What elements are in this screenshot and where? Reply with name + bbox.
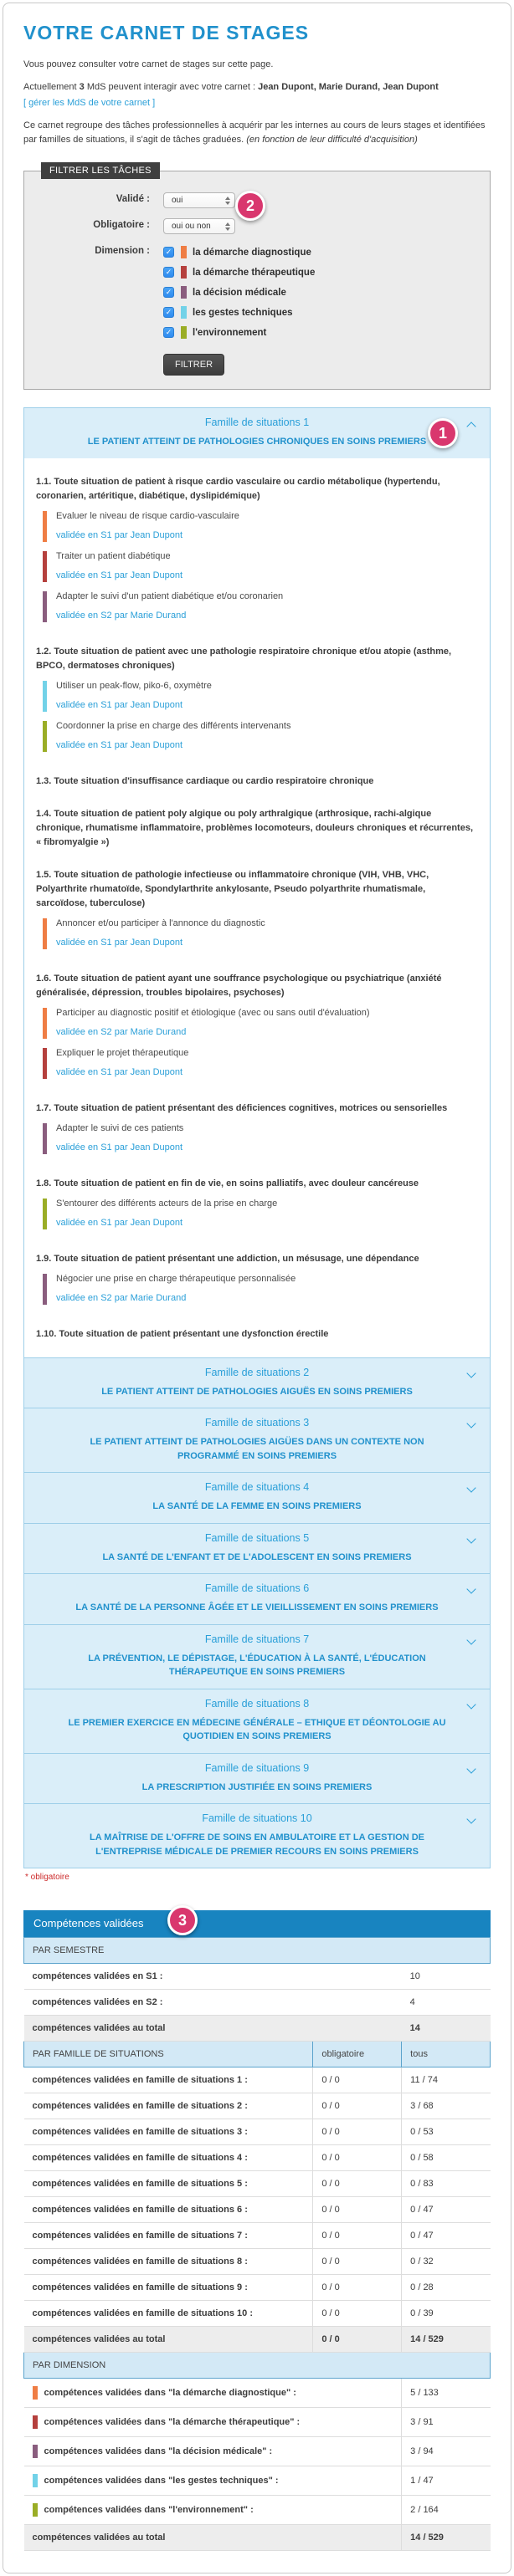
situation-title: 1.10. Toute situation de patient présentant une dysfonction érectile — [36, 1329, 329, 1340]
filter-fieldset — [23, 162, 491, 390]
intro-mds-line — [23, 80, 491, 95]
task-label: Adapter le suivi de ces patients — [56, 1123, 184, 1134]
famille-number: Famille de situations 10 — [202, 1812, 312, 1825]
famille-title: LA PRÉVENTION, LE DÉPISTAGE, L'ÉDUCATION À LA SANTÉ, L'ÉDUCATION THÉRAPEUTIQUE EN SOINS PREMIERS — [88, 1653, 426, 1678]
task-dimension-bar — [43, 1008, 47, 1039]
dimension-color-swatch — [33, 2415, 38, 2429]
checkbox-checked-icon[interactable]: ✓ — [163, 247, 174, 258]
intro-line1: Vous pouvez consulter votre carnet de stages sur cette page. — [23, 59, 274, 69]
task-dimension-bar — [43, 918, 47, 949]
dimension-color-swatch — [33, 2503, 38, 2517]
dimension-label: Dimension : — [95, 246, 150, 257]
page-title: VOTRE CARNET DE STAGES — [23, 22, 310, 43]
intro-description — [23, 119, 491, 147]
dimension-option-label: les gestes techniques — [193, 307, 293, 318]
task-label: Evaluer le niveau de risque cardio-vasculaire — [56, 510, 239, 521]
famille-panel — [23, 1408, 491, 1473]
famille-header[interactable] — [24, 1754, 490, 1804]
row-obligatoire-value: 0 / 0 — [313, 2249, 402, 2275]
task-validation-link[interactable]: validée en S2 par Marie Durand — [56, 1293, 187, 1304]
task-text — [56, 721, 290, 752]
row-obligatoire-value: 0 / 0 — [313, 2223, 402, 2249]
chevron-down-icon[interactable] — [466, 1635, 475, 1644]
checkbox-checked-icon[interactable]: ✓ — [163, 287, 174, 298]
row-obligatoire-value: 0 / 0 — [313, 2301, 402, 2327]
famille-title: LA PRESCRIPTION JUSTIFIÉE EN SOINS PREMIERS — [141, 1781, 373, 1792]
famille-number: Famille de situations 7 — [204, 1633, 310, 1645]
situation-title: 1.3. Toute situation d'insuffisance cardiaque ou cardio respiratoire chronique — [36, 775, 374, 786]
task-label: Traiter un patient diabétique — [56, 550, 171, 561]
dimension-color-swatch — [181, 326, 187, 339]
dimension-option[interactable] — [163, 246, 315, 258]
dimension-color-swatch — [181, 246, 187, 258]
description-italic: (en fonction de leur difficulté d'acquisition) — [246, 135, 418, 146]
situation-section — [24, 1239, 490, 1305]
table-row — [24, 2249, 491, 2275]
row-label: compétences validées en famille de situations 10 : — [24, 2301, 313, 2327]
famille-panel — [23, 1523, 491, 1575]
row-label: compétences validées en famille de situations 6 : — [24, 2197, 313, 2223]
subheader-label: PAR SEMESTRE — [24, 1938, 491, 1964]
famille-panel — [23, 1624, 491, 1689]
table-row — [24, 2197, 491, 2223]
famille-panel — [23, 1803, 491, 1868]
row-obligatoire-value: 0 / 0 — [313, 2119, 402, 2145]
famille-header[interactable] — [24, 1804, 490, 1868]
task-item — [43, 591, 478, 622]
row-tous-value: 5 / 133 — [402, 2379, 491, 2408]
famille-title: LA MAÎTRISE DE L'OFFRE DE SOINS EN AMBULATOIRE ET LA GESTION DE L'ENTREPRISE MÉDICALE DE PREMIER RECOURS EN SOINS PREMIERS — [89, 1832, 425, 1857]
task-text — [56, 1199, 277, 1229]
page-card — [3, 3, 511, 2573]
table-row — [24, 2379, 491, 2408]
row-tous-value: 0 / 83 — [402, 2171, 491, 2197]
annotation-badge-2: 2 — [235, 191, 265, 221]
task-validation-link[interactable]: validée en S1 par Jean Dupont — [56, 529, 183, 540]
row-label: compétences validées en famille de situations 5 : — [24, 2171, 313, 2197]
task-text — [56, 551, 182, 582]
table-row — [24, 1964, 491, 1990]
famille-header[interactable] — [24, 1625, 490, 1689]
situation-section — [24, 761, 490, 789]
situation-section — [24, 1163, 490, 1229]
intro-mid: MdS peuvent interagir avec votre carnet : — [86, 82, 256, 93]
table-subheader-semestre — [24, 1938, 491, 1964]
dimension-row-label — [33, 2503, 393, 2517]
obligatoire-select-value: oui ou non — [172, 222, 211, 232]
famille-header[interactable] — [24, 1408, 490, 1472]
dimension-option[interactable] — [163, 306, 315, 319]
dimension-option[interactable] — [163, 266, 315, 279]
dimension-option[interactable] — [163, 326, 315, 339]
row-tous-value: 3 / 91 — [402, 2408, 491, 2437]
dimension-option[interactable] — [163, 286, 315, 299]
famille-panel — [23, 1573, 491, 1625]
task-dimension-bar — [43, 1274, 47, 1305]
task-item — [43, 918, 478, 949]
famille-number: Famille de situations 3 — [204, 1417, 310, 1429]
task-text — [56, 918, 265, 949]
total-obligatoire-value: 0 / 0 — [313, 2327, 402, 2353]
dimension-color-swatch — [181, 266, 187, 279]
task-text — [56, 1048, 188, 1079]
row-label: compétences validées en famille de situations 1 : — [24, 2067, 313, 2093]
famille-panel — [23, 407, 491, 1357]
row-label: compétences validées en famille de situations 2 : — [24, 2093, 313, 2119]
famille-title: LA SANTÉ DE L'ENFANT ET DE L'ADOLESCENT EN SOINS PREMIERS — [102, 1551, 412, 1562]
subheader-label: PAR FAMILLE DE SITUATIONS — [24, 2042, 313, 2067]
table-row — [24, 1990, 491, 2016]
chevron-down-icon[interactable] — [466, 1584, 475, 1593]
task-text — [56, 681, 212, 712]
row-tous-value: 3 / 68 — [402, 2093, 491, 2119]
row-label-text: compétences validées dans "la démarche thérapeutique" : — [44, 2417, 301, 2428]
table-subheader-famille — [24, 2042, 491, 2067]
task-dimension-bar — [43, 591, 47, 622]
dimension-color-swatch — [33, 2445, 38, 2458]
total-label: compétences validées au total — [24, 2016, 402, 2042]
task-validation-link[interactable]: validée en S1 par Jean Dupont — [56, 938, 183, 948]
situation-section — [24, 1088, 490, 1154]
row-value: 10 — [402, 1964, 491, 1990]
dimension-option-label: l'environnement — [193, 327, 267, 338]
table-row — [24, 2119, 491, 2145]
row-label: compétences validées en famille de situations 7 : — [24, 2223, 313, 2249]
famille-panel — [23, 1689, 491, 1754]
row-label — [24, 2437, 402, 2466]
famille-panel — [23, 1357, 491, 1409]
famille-number: Famille de situations 5 — [204, 1531, 310, 1544]
row-tous-value: 0 / 39 — [402, 2301, 491, 2327]
situation-title: 1.2. Toute situation de patient avec une pathologie respiratoire chronique et/ou atopie (asthme, BPCO, dermatoses chroniques) — [36, 646, 452, 671]
table-row — [24, 2275, 491, 2301]
dimension-option-label: la démarche diagnostique — [193, 247, 311, 258]
task-dimension-bar — [43, 1123, 47, 1154]
situation-title: 1.7. Toute situation de patient présentant des déficiences cognitives, motrices ou sensorielles — [36, 1103, 448, 1114]
task-item — [43, 551, 478, 582]
row-value: 4 — [402, 1990, 491, 2016]
row-obligatoire-value: 0 / 0 — [313, 2067, 402, 2093]
situation-title: 1.5. Toute situation de pathologie infectieuse ou inflammatoire chronique (VIH, VHB, VHC, Polyarthrite rhumatoïde, Spondylarthrite ankylosante, Pseudo polyarthrite rhumatismale, sarcoïdose, tuberculose) — [36, 870, 429, 909]
row-label: compétences validées en S1 : — [24, 1964, 402, 1990]
table-row — [24, 2067, 491, 2093]
task-text — [56, 591, 283, 622]
task-label: Annoncer et/ou participer à l'annonce du diagnostic — [56, 918, 265, 929]
famille-header[interactable] — [24, 1358, 490, 1408]
task-item — [43, 681, 478, 712]
task-validation-link[interactable]: validée en S1 par Jean Dupont — [56, 699, 183, 710]
row-tous-value: 0 / 32 — [402, 2249, 491, 2275]
famille-number: Famille de situations 6 — [204, 1582, 310, 1595]
row-label-text: compétences validées dans "l'environnement" : — [44, 2505, 254, 2516]
total-tous-value: 14 / 529 — [402, 2525, 491, 2551]
famille-title: LE PATIENT ATTEINT DE PATHOLOGIES CHRONIQUES EN SOINS PREMIERS — [87, 437, 427, 447]
obligatoire-label: Obligatoire : — [93, 220, 150, 231]
row-label-text: compétences validées dans "la démarche diagnostique" : — [44, 2388, 296, 2399]
famille-panel — [23, 1472, 491, 1524]
row-label: compétences validées en famille de situations 4 : — [24, 2145, 313, 2171]
chevron-down-icon[interactable] — [466, 1814, 475, 1823]
table-row — [24, 2408, 491, 2437]
dimension-color-swatch — [181, 306, 187, 319]
obligatoire-select[interactable] — [163, 218, 235, 234]
row-label-text: compétences validées dans "les gestes techniques" : — [44, 2476, 279, 2487]
annotation-badge-1: 1 — [428, 418, 458, 448]
row-label: compétences validées en famille de situations 8 : — [24, 2249, 313, 2275]
task-item — [43, 511, 478, 542]
famille-title: LE PREMIER EXERCICE EN MÉDECINE GÉNÉRALE – ETHIQUE ET DÉONTOLOGIE AU QUOTIDIEN EN SOINS PREMIERS — [68, 1717, 446, 1742]
annotation-badge-3: 3 — [167, 1905, 198, 1935]
row-obligatoire-value: 0 / 0 — [313, 2197, 402, 2223]
task-validation-link[interactable]: validée en S1 par Jean Dupont — [56, 739, 183, 750]
total-label: compétences validées au total — [24, 2327, 313, 2353]
situation-title: 1.9. Toute situation de patient présentant une addiction, un mésusage, une dépendance — [36, 1254, 419, 1265]
row-tous-value: 0 / 58 — [402, 2145, 491, 2171]
manage-mds-link[interactable]: [ gérer les MdS de votre carnet ] — [23, 98, 156, 109]
checkbox-checked-icon[interactable]: ✓ — [163, 307, 174, 318]
row-label: compétences validées en famille de situations 3 : — [24, 2119, 313, 2145]
situation-title: 1.8. Toute situation de patient en fin de vie, en soins palliatifs, avec douleur cancéreuse — [36, 1178, 419, 1189]
familles-list — [23, 407, 491, 1868]
famille-title: LA SANTÉ DE LA PERSONNE ÂGÉE ET LE VIEILLISSEMENT EN SOINS PREMIERS — [75, 1602, 439, 1613]
total-tous-value: 14 / 529 — [402, 2327, 491, 2353]
valide-label: Validé : — [116, 194, 150, 205]
famille-body — [24, 458, 490, 1357]
table-row — [24, 2496, 491, 2525]
famille-header[interactable] — [24, 1689, 490, 1753]
table-row — [24, 2171, 491, 2197]
task-item — [43, 1008, 478, 1039]
total-value: 14 — [402, 2016, 491, 2042]
famille-header[interactable] — [24, 1574, 490, 1624]
row-tous-value: 11 / 74 — [402, 2067, 491, 2093]
task-dimension-bar — [43, 1199, 47, 1229]
row-label — [24, 2408, 402, 2437]
table-subheader-dimension — [24, 2353, 491, 2379]
task-item — [43, 1199, 478, 1229]
table-row — [24, 2466, 491, 2496]
situation-section — [24, 631, 490, 752]
dimension-color-swatch — [33, 2474, 38, 2487]
row-label: compétences validées en famille de situations 9 : — [24, 2275, 313, 2301]
task-text — [56, 511, 239, 542]
famille-header[interactable] — [24, 1473, 490, 1523]
row-tous-value: 0 / 47 — [402, 2197, 491, 2223]
table-total-row — [24, 2525, 491, 2551]
dimension-color-swatch — [33, 2386, 38, 2400]
task-dimension-bar — [43, 681, 47, 712]
task-label: Participer au diagnostic positif et étiologique (avec ou sans outil d'évaluation) — [56, 1008, 370, 1019]
valide-select[interactable] — [163, 192, 235, 208]
table-row — [24, 2437, 491, 2466]
task-label: Coordonner la prise en charge des différents intervenants — [56, 720, 291, 731]
select-stepper-icon — [225, 197, 230, 205]
select-stepper-icon — [225, 222, 230, 231]
subheader-label: PAR DIMENSION — [24, 2353, 491, 2379]
chevron-down-icon[interactable] — [466, 1418, 475, 1428]
situation-title: 1.6. Toute situation de patient ayant une souffrance psychologique ou psychiatrique (anxiété généralisée, dépression, troubles bipolaires, psychoses) — [36, 974, 442, 999]
task-validation-link[interactable]: validée en S2 par Marie Durand — [56, 1027, 187, 1038]
task-validation-link[interactable]: validée en S2 par Marie Durand — [56, 610, 187, 621]
row-obligatoire-value: 0 / 0 — [313, 2093, 402, 2119]
task-item — [43, 1048, 478, 1079]
valide-select-value: oui — [172, 196, 183, 206]
famille-number: Famille de situations 9 — [204, 1761, 310, 1774]
task-item — [43, 721, 478, 752]
competences-title: Compétences validées — [33, 1917, 144, 1930]
task-dimension-bar — [43, 721, 47, 752]
mds-names: Jean Dupont, Marie Durand, Jean Dupont — [258, 82, 439, 93]
famille-title: LA SANTÉ DE LA FEMME EN SOINS PREMIERS — [152, 1501, 362, 1512]
row-tous-value: 1 / 47 — [402, 2466, 491, 2496]
row-tous-value: 0 / 28 — [402, 2275, 491, 2301]
famille-panel — [23, 1753, 491, 1805]
task-validation-link[interactable]: validée en S1 par Jean Dupont — [56, 1218, 183, 1229]
row-label — [24, 2496, 402, 2525]
description-text: Ce carnet regroupe des tâches professionnelles à acquérir par les internes au cours de leurs stages et identifiées par familles de situations, il s'agit de tâches graduées. — [23, 120, 486, 146]
intro-section — [23, 58, 491, 147]
table-row — [24, 2145, 491, 2171]
mds-count: 3 — [79, 82, 85, 93]
famille-title: LE PATIENT ATTEINT DE PATHOLOGIES AIGÜES DANS UN CONTEXTE NON PROGRAMMÉ EN SOINS PREMIERS — [90, 1437, 424, 1461]
row-label: compétences validées en S2 : — [24, 1990, 402, 2016]
task-text — [56, 1274, 296, 1305]
chevron-down-icon[interactable] — [466, 1699, 475, 1709]
famille-title: LE PATIENT ATTEINT DE PATHOLOGIES AIGUËS EN SOINS PREMIERS — [101, 1386, 413, 1397]
task-label: Négocier une prise en charge thérapeutique personnalisée — [56, 1274, 296, 1285]
famille-number: Famille de situations 1 — [204, 417, 310, 429]
task-text — [56, 1123, 183, 1154]
col-header-obligatoire: obligatoire — [313, 2042, 402, 2067]
table-row — [24, 2093, 491, 2119]
filter-button[interactable]: FILTRER — [163, 354, 224, 376]
intro-prefix: Actuellement — [23, 82, 77, 93]
task-label: Adapter le suivi d'un patient diabétique et/ou coronarien — [56, 590, 284, 601]
famille-number: Famille de situations 2 — [204, 1366, 310, 1378]
famille-number: Famille de situations 4 — [204, 1481, 310, 1494]
situation-section — [24, 958, 490, 1079]
table-row — [24, 2301, 491, 2327]
obligatoire-footnote: * obligatoire — [25, 1873, 69, 1883]
situation-title: 1.4. Toute situation de patient poly algique ou poly arthralgique (arthrosique, rachi-algique chronique, rhumatisme inflammatoire, problèmes locomoteurs, douleurs chroniques et récurrentes, « fibromyalgie ») — [36, 808, 474, 848]
checkbox-checked-icon[interactable]: ✓ — [163, 267, 174, 278]
situation-section — [24, 855, 490, 949]
filter-legend: FILTRER LES TÂCHES — [41, 162, 160, 179]
situation-section — [24, 462, 490, 622]
situation-section — [24, 1314, 490, 1342]
row-label-text: compétences validées dans "la décision médicale" : — [44, 2446, 273, 2457]
competences-header — [23, 1910, 491, 1937]
task-dimension-bar — [43, 511, 47, 542]
col-header-tous: tous — [402, 2042, 491, 2067]
checkbox-checked-icon[interactable]: ✓ — [163, 327, 174, 338]
chevron-up-icon[interactable] — [466, 422, 475, 432]
dimension-row-label — [33, 2474, 393, 2487]
dimension-row-label — [33, 2415, 393, 2429]
row-tous-value: 0 / 53 — [402, 2119, 491, 2145]
task-dimension-bar — [43, 551, 47, 582]
table-total-row — [24, 2327, 491, 2353]
situation-section — [24, 794, 490, 850]
row-tous-value: 0 / 47 — [402, 2223, 491, 2249]
chevron-down-icon[interactable] — [466, 1483, 475, 1492]
row-tous-value: 3 / 94 — [402, 2437, 491, 2466]
dimension-options — [163, 244, 315, 339]
situation-title: 1.1. Toute situation de patient à risque cardio vasculaire ou cardio métabolique (hypertendu, coronarien, artéritique, diabétique, dyslipidémique) — [36, 476, 440, 501]
dimension-row-label — [33, 2386, 393, 2400]
task-validation-link[interactable]: validée en S1 par Jean Dupont — [56, 570, 183, 580]
famille-number: Famille de situations 8 — [204, 1697, 310, 1710]
task-label: S'entourer des différents acteurs de la prise en charge — [56, 1199, 278, 1209]
task-item — [43, 1274, 478, 1305]
competences-table — [23, 1937, 491, 2551]
task-validation-link[interactable]: validée en S1 par Jean Dupont — [56, 1142, 183, 1153]
row-obligatoire-value: 0 / 0 — [313, 2145, 402, 2171]
total-label: compétences validées au total — [24, 2525, 402, 2551]
dimension-row-label — [33, 2445, 393, 2458]
competences-section — [23, 1910, 491, 2551]
row-tous-value: 2 / 164 — [402, 2496, 491, 2525]
dimension-option-label: la démarche thérapeutique — [193, 267, 316, 278]
task-label: Expliquer le projet thérapeutique — [56, 1048, 189, 1059]
task-text — [56, 1008, 370, 1039]
dimension-color-swatch — [181, 286, 187, 299]
row-label — [24, 2466, 402, 2496]
famille-header[interactable] — [24, 408, 490, 458]
famille-header[interactable] — [24, 1524, 490, 1574]
chevron-down-icon[interactable] — [466, 1534, 475, 1543]
task-label: Utiliser un peak-flow, piko-6, oxymètre — [56, 680, 212, 691]
dimension-option-label: la décision médicale — [193, 287, 286, 298]
task-item — [43, 1123, 478, 1154]
row-obligatoire-value: 0 / 0 — [313, 2171, 402, 2197]
chevron-down-icon[interactable] — [466, 1764, 475, 1773]
row-label — [24, 2379, 402, 2408]
row-obligatoire-value: 0 / 0 — [313, 2275, 402, 2301]
task-dimension-bar — [43, 1048, 47, 1079]
chevron-down-icon[interactable] — [466, 1368, 475, 1377]
task-validation-link[interactable]: validée en S1 par Jean Dupont — [56, 1067, 183, 1078]
table-total-row — [24, 2016, 491, 2042]
table-row — [24, 2223, 491, 2249]
